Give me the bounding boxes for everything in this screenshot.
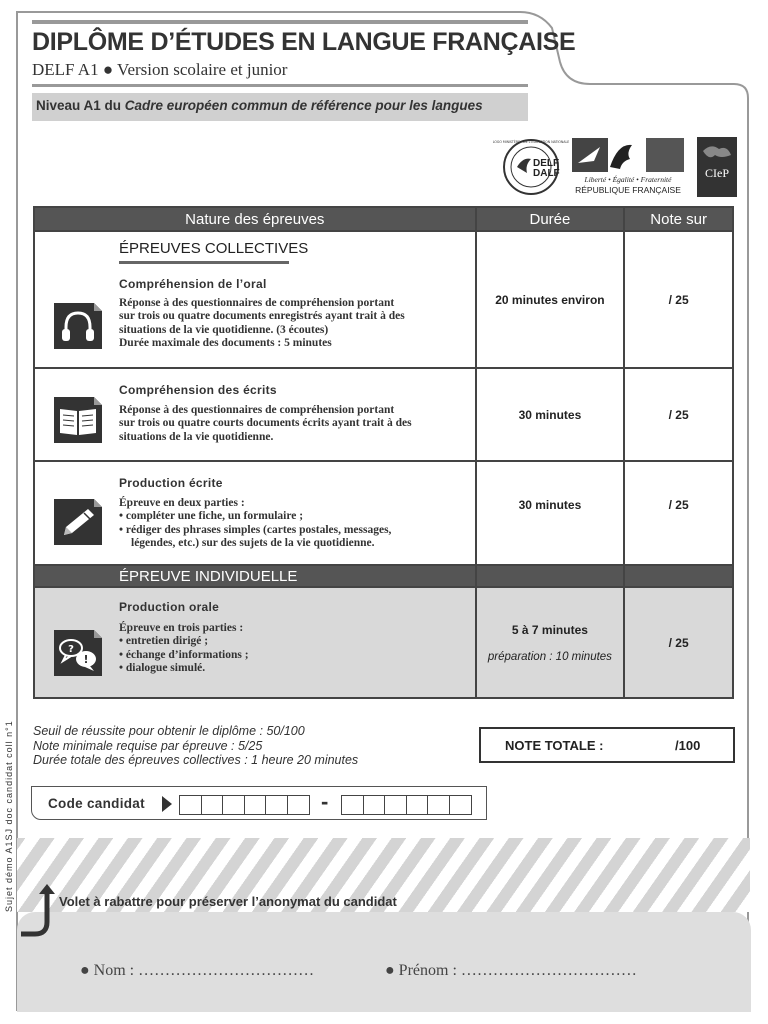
header-note: Note sur	[624, 207, 733, 231]
svg-text:LOGO MINISTÈRE · DE L’ÉDUCATIO: LOGO MINISTÈRE · DE L’ÉDUCATION NATIONALE	[492, 140, 570, 144]
section-title-individuelle: ÉPREUVE INDIVIDUELLE	[119, 568, 298, 585]
arrow-right-icon	[162, 796, 172, 812]
book-icon	[52, 395, 104, 445]
header-nature: Nature des épreuves	[34, 207, 476, 231]
title-rule-bottom	[32, 84, 528, 87]
speech-bubbles-icon	[52, 628, 104, 678]
score-cell: / 25	[624, 587, 733, 698]
duration-cell: 30 minutes	[476, 461, 625, 565]
candidate-code	[31, 786, 487, 820]
code-digit-box[interactable]	[265, 795, 288, 815]
duration-value: 5 à 7 minutes	[511, 622, 588, 637]
code-digit-box[interactable]	[179, 795, 202, 815]
code-digit-box[interactable]	[384, 795, 407, 815]
candidate-code-label: Code candidat	[48, 796, 145, 811]
title-rule-top	[32, 20, 528, 24]
section-underline	[119, 261, 289, 264]
prenom-field[interactable]: ● Prénom : ……………………………	[385, 962, 637, 979]
total-score-box	[479, 727, 735, 763]
delf-dalf-logo	[492, 137, 570, 197]
code-digit-box[interactable]	[427, 795, 450, 815]
section-title-collectives: ÉPREUVES COLLECTIVES	[119, 240, 309, 257]
header-duree: Durée	[476, 207, 625, 231]
score-cell: / 25	[624, 368, 733, 461]
duration-cell: 20 minutes environ	[476, 231, 625, 368]
duration-cell	[476, 587, 625, 698]
level-banner: Niveau A1 du Cadre européen commun de référence pour les langues	[32, 93, 528, 121]
svg-text:RÉPUBLIQUE FRANÇAISE: RÉPUBLIQUE FRANÇAISE	[575, 185, 681, 195]
svg-text:CIeP: CIeP	[705, 166, 729, 180]
fold-arrow-icon	[17, 882, 59, 938]
epreuve-title: Compréhension des écrits	[119, 383, 277, 397]
candidate-code-part2	[341, 795, 470, 815]
fold-label: Volet à rabattre pour préserver l’anonymat du candidat	[59, 894, 397, 909]
total-label: NOTE TOTALE :	[505, 738, 604, 753]
ciep-logo	[697, 137, 737, 197]
svg-text:Liberté • Égalité • Fraternité: Liberté • Égalité • Fraternité	[584, 175, 672, 184]
candidate-code-part1	[179, 795, 308, 815]
svg-text:!: !	[83, 653, 89, 666]
table-row	[34, 461, 733, 565]
code-digit-box[interactable]	[363, 795, 386, 815]
pencil-icon	[52, 497, 104, 547]
epreuve-title: Production écrite	[119, 476, 223, 490]
scoring-notes: Seuil de réussite pour obtenir le diplôme : 50/100 Note minimale requise par épreuve : 5/25 Durée totale des épreuves collectives : 1 heure 20 minutes	[33, 724, 359, 767]
nom-field[interactable]: ● Nom : ……………………………	[80, 962, 315, 979]
epreuve-title: Production orale	[119, 600, 220, 614]
code-digit-box[interactable]	[244, 795, 267, 815]
individuelle-band	[34, 565, 733, 587]
epreuve-title: Compréhension de l’oral	[119, 277, 267, 291]
code-digit-box[interactable]	[222, 795, 245, 815]
epreuve-description: Réponse à des questionnaires de compréhension portant sur trois ou quatre courts documents écrits ayant trait à des situations de la vie quotidienne.	[119, 404, 412, 443]
code-separator: -	[321, 789, 329, 814]
code-digit-box[interactable]	[449, 795, 472, 815]
republique-francaise-logo	[570, 137, 686, 197]
epreuve-description: Épreuve en trois parties : • entretien dirigé ; • échange d’informations ; • dialogue simulé.	[119, 622, 249, 675]
page-title: DIPLÔME D’ÉTUDES EN LANGUE FRANÇAISE	[32, 28, 576, 56]
table-row	[34, 368, 733, 461]
epreuve-description: Épreuve en deux parties : • compléter une fiche, un formulaire ; • rédiger des phrases simples (cartes postales, messages, légendes, etc.) sur des sujets de la vie quotidienne.	[119, 497, 392, 550]
side-reference-text: Sujet démo A1SJ doc candidat coll n°1	[4, 720, 14, 912]
code-digit-box[interactable]	[341, 795, 364, 815]
preparation-time: préparation : 10 minutes	[487, 650, 612, 663]
total-value: /100	[675, 738, 701, 753]
duration-cell: 30 minutes	[476, 368, 625, 461]
score-cell: / 25	[624, 461, 733, 565]
code-digit-box[interactable]	[201, 795, 224, 815]
epreuves-table	[33, 206, 734, 699]
table-row	[34, 587, 733, 698]
epreuve-description: Réponse à des questionnaires de compréhension portant sur trois ou quatre documents enregistrés ayant trait à des situations de la vie quotidienne. (3 écoutes) Durée maximale des documents : 5 minutes	[119, 297, 405, 350]
code-digit-box[interactable]	[406, 795, 429, 815]
table-row	[34, 231, 733, 368]
headphones-icon	[52, 301, 104, 351]
code-digit-box[interactable]	[287, 795, 310, 815]
svg-text:DALF: DALF	[533, 168, 560, 179]
svg-text:DELF: DELF	[533, 158, 560, 169]
svg-text:?: ?	[68, 644, 74, 655]
page-subtitle: DELF A1 ● Version scolaire et junior	[32, 60, 288, 79]
score-cell: / 25	[624, 231, 733, 368]
